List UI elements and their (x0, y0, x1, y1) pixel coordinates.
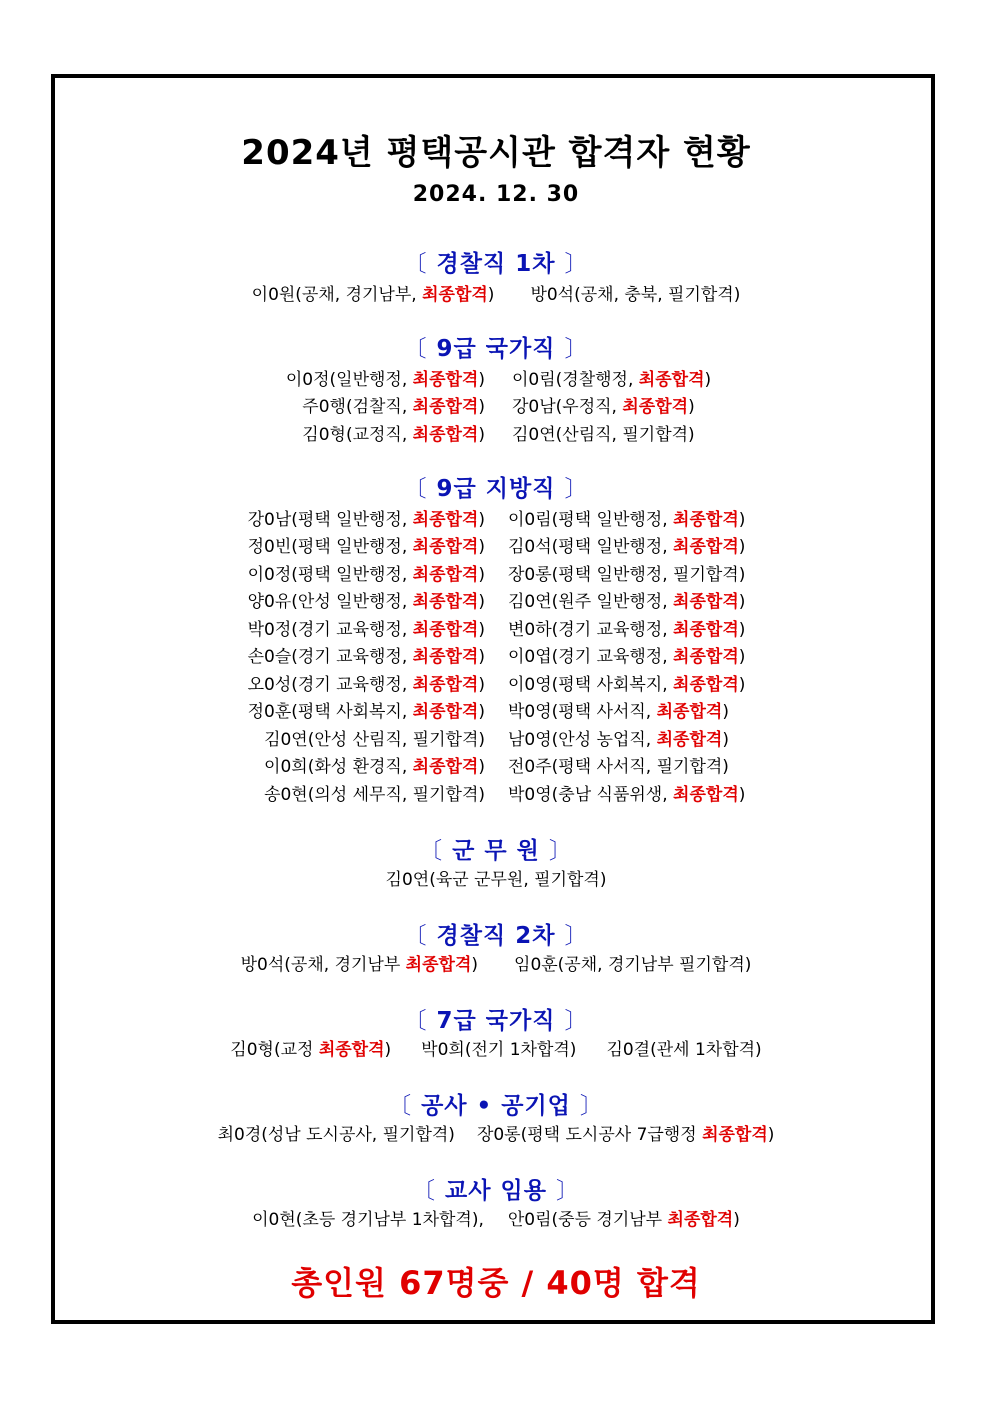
heading-text: 교사 임용 (445, 1178, 547, 1204)
bracket-close: 〕 (564, 336, 589, 362)
entry: 안0림(중등 경기남부 (507, 1210, 668, 1230)
bracket-close: 〕 (548, 838, 573, 864)
entry-left: 김0형(교정직, 최종합격) (302, 425, 485, 445)
section-row (0, 870, 992, 890)
entry: 방0석(공채, 경기남부 (240, 955, 406, 975)
heading-text: 공사 • 공기업 (421, 1093, 571, 1119)
entry-right: 이0림(경찰행정, 최종합격) (512, 370, 712, 390)
entry-right: 장0롱(평택 일반행정, 필기합격) (508, 565, 746, 585)
entry: 김0연(육군 군무원, 필기합격) (385, 870, 607, 890)
entry: 김0형(교정 (230, 1040, 319, 1060)
page-date: 2024. 12. 30 (412, 182, 580, 207)
bracket-open: 〔 (388, 1093, 413, 1119)
entry-right: 변0하(경기 교육행정, 최종합격) (508, 620, 746, 640)
bracket-close: 〕 (555, 1178, 580, 1204)
entry-close: ) (767, 1125, 775, 1145)
entry-right: 전0주(평택 사서직, 필기합격) (508, 757, 729, 777)
bracket-open: 〔 (403, 476, 428, 502)
bracket-open: 〔 (403, 923, 428, 949)
entry: 임0훈(공채, 경기남부 필기합격) (514, 955, 752, 975)
entry-left: 송0현(의성 세무직, 필기합격) (264, 785, 485, 805)
entry-right: 이0림(평택 일반행정, 최종합격) (508, 510, 746, 530)
pass-mark: 최종합격 (318, 1040, 385, 1060)
heading-text: 9급 국가직 (436, 336, 556, 362)
entry-left: 이0정(평택 일반행정, 최종합격) (247, 565, 485, 585)
entry: 박0희(전기 1차합격) (421, 1040, 577, 1060)
entry-left: 주0행(검찰직, 최종합격) (302, 397, 485, 417)
bracket-close: 〕 (564, 251, 589, 277)
entry-left: 김0연(안성 산림직, 필기합격) (264, 730, 485, 750)
entry-close: ) (487, 285, 495, 305)
entry-left: 양0유(안성 일반행정, 최종합격) (247, 592, 485, 612)
heading-text: 군 무 원 (452, 838, 540, 864)
pass-mark: 최종합격 (422, 285, 488, 305)
entry: 이0원(공채, 경기남부, (251, 285, 423, 305)
entry-right: 이0영(평택 사회복지, 최종합격) (508, 675, 746, 695)
pass-mark: 최종합격 (667, 1210, 734, 1230)
heading-text: 7급 국가직 (436, 1008, 556, 1034)
heading-text: 경찰직 1차 (436, 251, 556, 277)
bracket-open: 〔 (419, 838, 444, 864)
entry-right: 이0엽(경기 교육행정, 최종합격) (508, 647, 746, 667)
entry: 최0경(성남 도시공사, 필기합격) (217, 1125, 455, 1145)
page-title: 2024년 평택공시관 합격자 현황 (241, 133, 751, 173)
section-row (0, 955, 992, 975)
entry-left: 오0성(경기 교육행정, 최종합격) (247, 675, 485, 695)
section-heading-police2 (0, 917, 992, 950)
entry-left: 강0남(평택 일반행정, 최종합격) (247, 510, 485, 530)
entry-right: 박0영(평택 사서직, 최종합격) (508, 702, 729, 722)
bracket-open: 〔 (403, 251, 428, 277)
entry-close: ) (471, 955, 479, 975)
bracket-open: 〔 (403, 1008, 428, 1034)
section-heading-national7 (0, 1002, 992, 1035)
entry-right: 김0석(평택 일반행정, 최종합격) (508, 537, 746, 557)
section-heading-public (0, 1087, 992, 1120)
entry-left: 이0정(일반행정, 최종합격) (285, 370, 485, 390)
section-heading-teacher (0, 1172, 992, 1205)
section-heading-national9 (0, 330, 992, 363)
heading-text: 9급 지방직 (436, 476, 556, 502)
total-summary: 총인원 67명중 / 40명 합격 (291, 1264, 701, 1302)
pass-mark: 최종합격 (405, 955, 472, 975)
section-heading-military (0, 832, 992, 865)
entry-close: ) (733, 1210, 740, 1230)
bracket-close: 〕 (564, 1008, 589, 1034)
entry-left: 정0빈(평택 일반행정, 최종합격) (247, 537, 485, 557)
section-row (0, 1040, 992, 1060)
bracket-open: 〔 (403, 336, 428, 362)
section-heading-police1 (0, 245, 992, 278)
bracket-close: 〕 (564, 923, 589, 949)
bracket-open: 〔 (412, 1178, 437, 1204)
section-row (0, 1125, 992, 1145)
entry-right: 김0연(원주 일반행정, 최종합격) (508, 592, 746, 612)
bracket-close: 〕 (579, 1093, 604, 1119)
section-row (0, 285, 992, 305)
section-row (0, 1210, 992, 1230)
entry-right: 박0영(충남 식품위생, 최종합격) (508, 785, 746, 805)
entry: 방0석(공채, 충북, 필기합격) (530, 285, 741, 305)
entry: 장0롱(평택 도시공사 7급행정 (476, 1125, 703, 1145)
entry-close: ) (384, 1040, 392, 1060)
entry: 이0현(초등 경기남부 1차합격), (252, 1210, 484, 1230)
entry-left: 박0정(경기 교육행정, 최종합격) (247, 620, 485, 640)
entry-left: 정0훈(평택 사회복지, 최종합격) (247, 702, 485, 722)
pass-mark: 최종합격 (702, 1125, 768, 1145)
entry-right: 김0연(산림직, 필기합격) (512, 425, 695, 445)
entry-right: 강0남(우정직, 최종합격) (512, 397, 695, 417)
heading-text: 경찰직 2차 (436, 923, 556, 949)
bracket-close: 〕 (564, 476, 589, 502)
entry-right: 남0영(안성 농업직, 최종합격) (508, 730, 729, 750)
entry: 김0결(관세 1차합격) (606, 1040, 762, 1060)
entry-left: 손0슬(경기 교육행정, 최종합격) (247, 647, 485, 667)
entry-left: 이0희(화성 환경직, 최종합격) (264, 757, 485, 777)
section-heading-local9 (0, 470, 992, 503)
